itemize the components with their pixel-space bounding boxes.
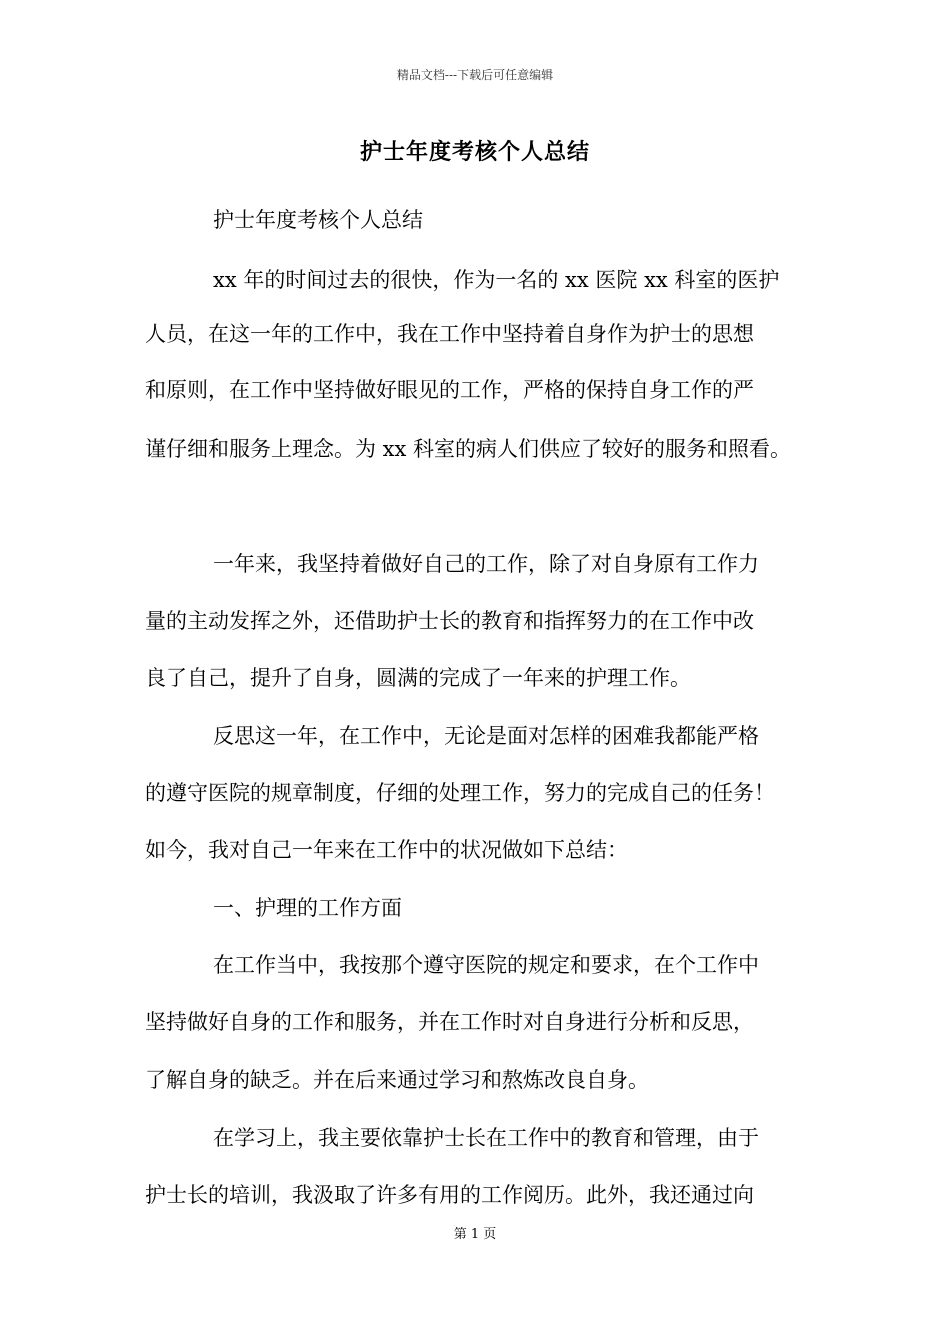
section-heading: 一、护理的工作方面 (213, 896, 402, 920)
paragraph-line: 在工作当中，我按那个遵守医院的规定和要求，在个工作中 (213, 953, 759, 977)
subtitle-line: 护士年度考核个人总结 (213, 208, 423, 232)
document-title: 护士年度考核个人总结 (359, 139, 590, 165)
paragraph-line: 和原则，在工作中坚持做好眼见的工作，严格的保持自身工作的严 (145, 378, 754, 402)
paragraph-line: 良了自己，提升了自身，圆满的完成了一年来的护理工作。 (145, 666, 691, 690)
paragraph-line: 量的主动发挥之外，还借助护士长的教育和指挥努力的在工作中改 (145, 609, 754, 633)
paragraph-line: 了解自身的缺乏。并在后来通过学习和熬炼改良自身。 (145, 1068, 649, 1092)
paragraph-line: 护士长的培训，我汲取了许多有用的工作阅历。此外，我还通过向 (145, 1183, 754, 1207)
paragraph-line: xx 年的时间过去的很快，作为一名的 xx 医院 xx 科室的医护 (213, 268, 780, 292)
paragraph-line: 如今，我对自己一年来在工作中的状况做如下总结： (145, 838, 628, 862)
page-number: 第 1 页 (453, 1227, 497, 1242)
paragraph-line: 在学习上，我主要依靠护士长在工作中的教育和管理，由于 (213, 1126, 759, 1150)
paragraph-line: 谨仔细和服务上理念。为 xx 科室的病人们供应了较好的服务和照看。 (145, 437, 792, 461)
paragraph-line: 反思这一年，在工作中，无论是面对怎样的困难我都能严格 (213, 724, 759, 748)
paragraph-line: 一年来，我坚持着做好自己的工作，除了对自身原有工作力 (213, 552, 759, 576)
paragraph-line: 的遵守医院的规章制度，仔细的处理工作，努力的完成自己的任务！ (145, 781, 775, 805)
paragraph-line: 人员，在这一年的工作中，我在工作中坚持着自身作为护士的思想 (145, 322, 754, 346)
header-note: 精品文档---下载后可任意编辑 (396, 68, 554, 82)
paragraph-line: 坚持做好自身的工作和服务，并在工作时对自身进行分析和反思， (145, 1010, 754, 1034)
